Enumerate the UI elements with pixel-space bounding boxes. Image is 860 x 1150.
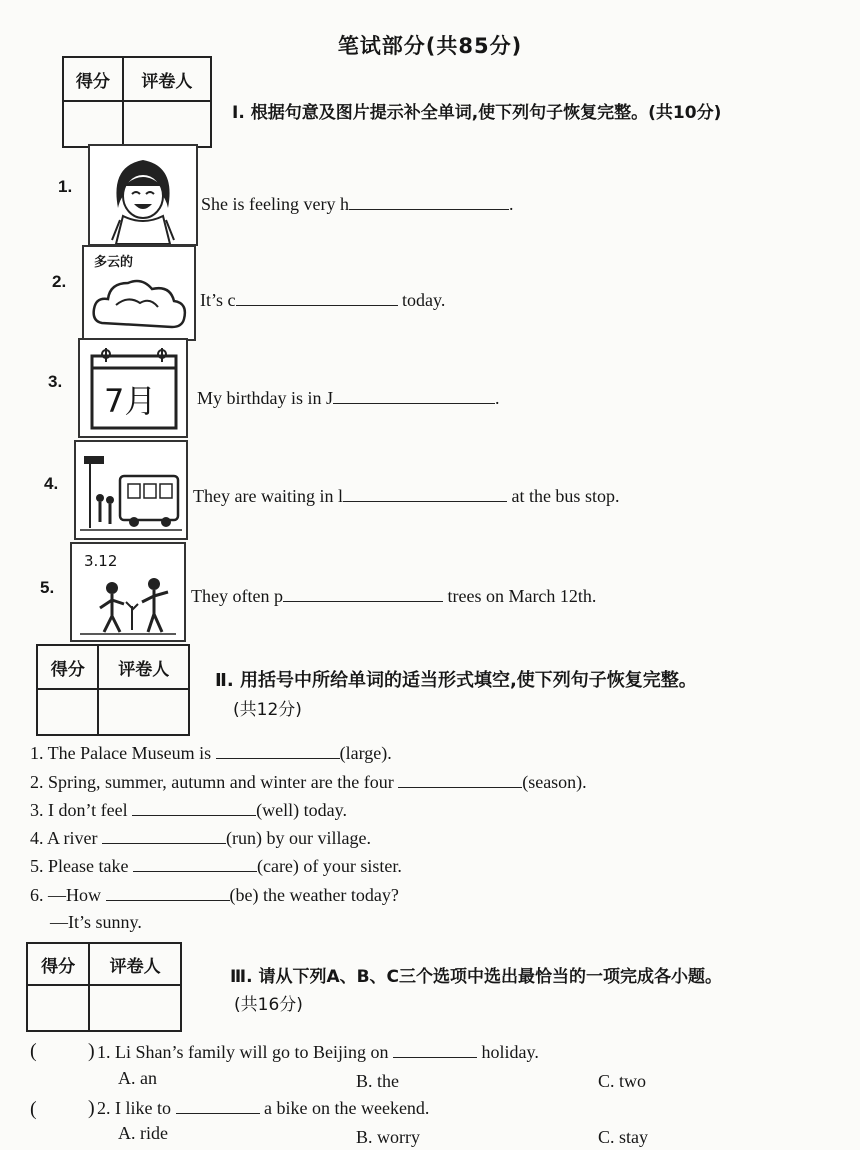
picture-calendar-july <box>78 338 188 438</box>
answer-blank[interactable] <box>393 1041 477 1058</box>
calendar-month-label: 7月 <box>104 382 157 420</box>
option-c[interactable]: C. two <box>598 1071 647 1091</box>
item-number: 4. <box>44 474 59 493</box>
score-label: 得分 <box>63 57 123 101</box>
picture-label: 3.12 <box>84 552 118 570</box>
s1-sentence-1: She is feeling very h . <box>201 194 514 214</box>
marker-label: 评卷人 <box>98 645 189 689</box>
s2-item-5: 5. Please take (care) of your sister. <box>30 856 402 876</box>
score-box-3 <box>26 942 182 1032</box>
answer-blank[interactable] <box>133 855 257 872</box>
section3-heading: Ⅲ. 请从下列A、B、C三个选项中选出最恰当的一项完成各小题。 <box>230 967 723 987</box>
picture-happy-girl <box>88 144 198 246</box>
s2-item-4: 4. A river (run) by our village. <box>30 828 371 848</box>
item-number: 3. <box>48 372 63 391</box>
picture-label: 多云的 <box>94 255 134 270</box>
s1-sentence-5: They often p trees on March 12th. <box>191 586 597 606</box>
answer-paren-open: ( <box>30 1098 37 1120</box>
answer-blank[interactable] <box>349 193 509 210</box>
answer-blank[interactable] <box>333 387 495 404</box>
s1-sentence-2: It’s c today. <box>200 290 446 310</box>
score-box-2 <box>36 644 190 736</box>
picture-tree-planting <box>70 542 186 642</box>
answer-blank[interactable] <box>343 485 507 502</box>
s3-question-1: 1. Li Shan’s family will go to Beijing on holiday. <box>97 1042 539 1062</box>
answer-blank[interactable] <box>283 585 443 602</box>
section2-heading: Ⅱ. 用括号中所给单词的适当形式填空,使下列句子恢复完整。 <box>215 670 697 691</box>
answer-blank[interactable] <box>216 742 340 759</box>
answer-paren-close: ) <box>88 1040 95 1062</box>
s2-item-6: 6. —How (be) the weather today? <box>30 885 399 905</box>
section1-heading: Ⅰ. 根据句意及图片提示补全单词,使下列句子恢复完整。(共10分) <box>232 103 722 123</box>
marker-cell[interactable] <box>123 101 211 147</box>
answer-box-q1[interactable] <box>40 1040 86 1064</box>
score-label: 得分 <box>27 943 89 985</box>
planting-icon <box>72 544 184 640</box>
marker-cell[interactable] <box>89 985 181 1031</box>
answer-blank[interactable] <box>106 884 230 901</box>
picture-bus-stop <box>74 440 188 540</box>
picture-cloudy <box>82 245 196 341</box>
answer-paren-open: ( <box>30 1040 37 1062</box>
marker-label: 评卷人 <box>89 943 181 985</box>
option-a[interactable]: A. an <box>118 1068 157 1088</box>
score-cell[interactable] <box>63 101 123 147</box>
option-c[interactable]: C. stay <box>598 1127 649 1147</box>
item-number: 5. <box>40 578 55 597</box>
option-b[interactable]: B. the <box>356 1071 399 1091</box>
score-label: 得分 <box>37 645 98 689</box>
answer-blank[interactable] <box>176 1097 260 1114</box>
score-cell[interactable] <box>37 689 98 735</box>
cloud-icon <box>84 247 194 339</box>
answer-box-q2[interactable] <box>40 1098 86 1122</box>
score-box-1 <box>62 56 212 148</box>
marker-cell[interactable] <box>98 689 189 735</box>
s3-question-2: 2. I like to a bike on the weekend. <box>97 1098 430 1118</box>
s1-sentence-3: My birthday is in J . <box>197 388 500 408</box>
answer-blank[interactable] <box>102 827 226 844</box>
s2-item-1: 1. The Palace Museum is (large). <box>30 743 392 763</box>
answer-blank[interactable] <box>236 289 398 306</box>
happy-girl-icon <box>90 146 196 244</box>
score-cell[interactable] <box>27 985 89 1031</box>
marker-label: 评卷人 <box>123 57 211 101</box>
bus-stop-icon <box>76 442 186 538</box>
s2-item-2: 2. Spring, summer, autumn and winter are the four (season). <box>30 772 587 792</box>
item-number: 1. <box>58 177 73 196</box>
answer-paren-close: ) <box>88 1097 95 1119</box>
item-number: 2. <box>52 272 67 291</box>
section3-points: (共16分) <box>234 995 303 1015</box>
s2-answer-line: —It’s sunny. <box>50 912 142 932</box>
option-b[interactable]: B. worry <box>356 1127 420 1147</box>
s1-sentence-4: They are waiting in l at the bus stop. <box>193 486 620 506</box>
option-a[interactable]: A. ride <box>118 1123 168 1143</box>
section2-points: (共12分) <box>233 700 302 720</box>
page-title: 笔试部分(共85分) <box>337 34 523 58</box>
answer-blank[interactable] <box>398 771 522 788</box>
answer-blank[interactable] <box>132 799 256 816</box>
s2-item-3: 3. I don’t feel (well) today. <box>30 800 347 820</box>
